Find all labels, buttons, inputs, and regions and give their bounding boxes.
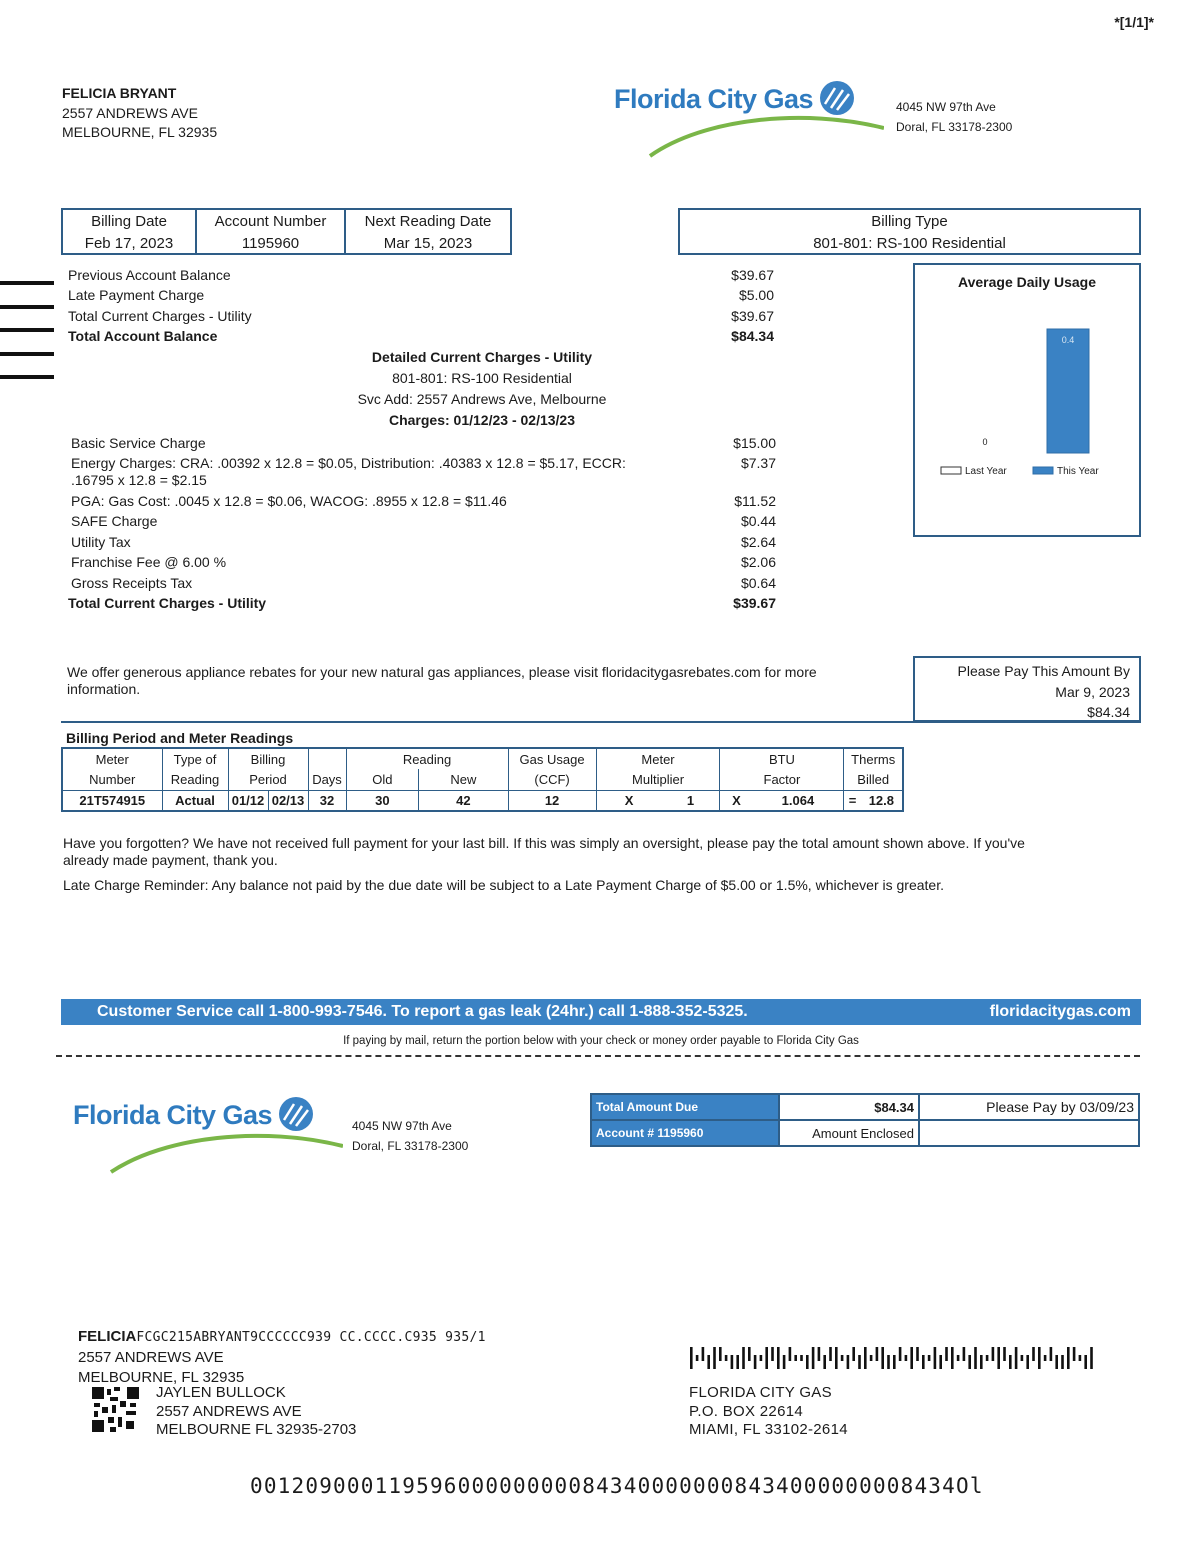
period-from: 01/12 [228,790,268,811]
postal-barcode-icon [690,1347,1102,1369]
usage-chart-title: Average Daily Usage [958,274,1096,290]
hdr-gas-usage: Gas Usage [508,748,596,769]
billing-date-cell [63,210,197,253]
ocr-scanline: 001209000119596000000000843400000008434000000008434Ol [250,1474,984,1498]
usage-bar-this-year [1047,329,1089,453]
legend-swatch-1 [1033,467,1053,474]
meter-header-row-1 [62,748,903,769]
legend-label-0: Last Year [965,466,1007,477]
remit-city: MIAMI, FL 33102-2614 [689,1421,848,1438]
account-number-label: Account Number [214,213,327,230]
charge-franchise-amount: $2.06 [740,554,776,570]
pay-by-label: Please Pay This Amount By [957,663,1130,679]
average-daily-usage-chart [913,263,1141,537]
company-address-top [896,97,1012,137]
summary-late-amount: $5.00 [738,287,774,303]
summary-current-amount: $39.67 [731,308,774,324]
summary-late-label: Late Payment Charge [68,287,205,303]
reading-old: 30 [346,790,419,811]
hdr-type-of: Type of [162,748,228,769]
charge-pga-label: PGA: Gas Cost: .0045 x 12.8 = $0.06, WACOG: .8955 x 12.8 = $11.46 [71,493,507,509]
hdr-old: Old [346,769,419,790]
stub-total-due-label: Total Amount Due [591,1094,779,1120]
hdr-reading-type: Reading [162,769,228,790]
billing-type-value: 801-801: RS-100 Residential [813,235,1006,252]
company-logo [614,78,884,158]
summary-total-label: Total Account Balance [68,328,218,344]
tear-line [56,1055,1140,1057]
hdr-billing: Billing [228,748,308,769]
remit-po-box: P.O. BOX 22614 [689,1402,803,1420]
customer-street: 2557 ANDREWS AVE [62,104,198,121]
legend-swatch-0 [941,467,961,474]
mail-note: If paying by mail, return the portion below with your check or money order payable to Florida City Gas [343,1035,859,1047]
detail-service-address: Svc Add: 2557 Andrews Ave, Melbourne [357,391,607,407]
customer-service-text: Customer Service call 1-800-993-7546. To report a gas leak (24hr.) call 1-888-352-5325. [97,1003,748,1020]
website-link[interactable]: floridacitygas.com [989,1003,1131,1020]
summary-previous-amount: $39.67 [731,267,774,283]
next-reading-label: Next Reading Date [364,213,492,230]
mailing-code-line: FCGC215ABRYANT9CCCCCC939 CC.CCCC.C935 935/1 [136,1330,486,1345]
billing-date-label: Billing Date [91,213,167,230]
equals-sign: = [844,790,861,811]
charge-energy-amount: $7.37 [740,455,776,471]
charge-utility-tax-label: Utility Tax [71,534,131,550]
forgotten-notice: Have you forgotten? We have not received full payment for your last bill. If this was simply an oversight, please pay the total amount shown above. If you've [63,835,1025,851]
late-charge-reminder: Late Charge Reminder: Any balance not paid by the due date will be subject to a Late Payment Charge of $5.00 or 1.5%, whichever is greater. [63,877,944,893]
customer-name: FELICIA BRYANT [62,85,177,101]
detail-title: Detailed Current Charges - Utility [371,349,593,365]
charge-energy-label: Energy Charges: CRA: .00392 x 12.8 = $0.05, Distribution: .40383 x 12.8 = $5.17, ECCR: [71,455,626,471]
hdr-multiplier: Multiplier [596,769,720,790]
alt-name: JAYLEN BULLOCK [156,1384,286,1401]
company-city: Doral, FL 33178-2300 [896,120,1013,134]
charge-safe-amount: $0.44 [740,513,776,529]
hdr-period: Period [228,769,308,790]
next-reading-cell [346,210,510,253]
meter-readings-table [61,747,904,812]
next-reading-value: Mar 15, 2023 [383,235,473,252]
summary-previous-label: Previous Account Balance [68,267,231,283]
mailing-name-part: FELICIA [78,1328,137,1345]
btu-factor: 1.064 [752,790,843,811]
hdr-days: Days [308,769,346,790]
meter-header-row-2 [62,769,903,790]
stub-account-number: Account # 1195960 [591,1120,779,1146]
usage-data-label-0: 0 [982,437,988,447]
multiplier-value: 1 [662,790,720,811]
stub-company-logo [73,1094,343,1174]
times-sign-2: X [720,790,752,811]
billing-type-label: Billing Type [871,213,948,230]
hdr-days-top [308,748,346,769]
charge-basic-label: Basic Service Charge [71,435,206,451]
detail-rate: 801-801: RS-100 Residential [392,370,572,386]
period-to: 02/13 [268,790,308,811]
charge-basic-amount: $15.00 [733,435,776,451]
account-number-cell [197,210,346,253]
page-marker: *[1/1]* [1114,14,1154,30]
billing-info-box [61,208,512,255]
charge-utility-tax-amount: $2.64 [740,534,776,550]
customer-city: MELBOURNE, FL 32935 [62,124,218,140]
stub-company-address [352,1116,468,1156]
meter-section-title: Billing Period and Meter Readings [66,730,294,746]
reading-new: 42 [419,790,508,811]
hdr-meter: Meter [62,748,162,769]
hdr-ccf: (CCF) [508,769,596,790]
hdr-billed: Billed [844,769,903,790]
total-current-amount: $39.67 [733,595,776,611]
alternate-address [156,1384,356,1440]
billing-type-box [678,208,1141,255]
charge-energy-label-cont: .16795 x 12.8 = $2.15 [71,472,207,488]
legend-label-1: This Year [1057,466,1099,477]
charge-pga-amount: $11.52 [734,493,776,509]
account-number-value: 1195960 [241,235,300,252]
stub-company-street: 4045 NW 97th Ave [352,1119,452,1133]
billing-date-value: Feb 17, 2023 [84,235,174,252]
therms-billed: 12.8 [861,790,903,811]
pay-by-amount: $84.34 [1087,704,1130,720]
charge-gross-receipts-label: Gross Receipts Tax [71,575,193,591]
stub-row-account [591,1120,1139,1146]
hdr-new: New [419,769,508,790]
remit-name: FLORIDA CITY GAS [689,1384,832,1401]
payment-stub-table [590,1093,1140,1147]
section-divider [61,721,1141,723]
stub-total-due-value: $84.34 [779,1094,919,1120]
stub-company-city: Doral, FL 33178-2300 [352,1139,469,1153]
meter-number: 21T574915 [62,790,162,811]
alt-city: MELBOURNE FL 32935-2703 [156,1421,357,1438]
charge-safe-label: SAFE Charge [71,513,158,529]
charge-franchise-label: Franchise Fee @ 6.00 % [71,554,227,570]
logo-swoosh-icon [614,78,884,158]
rebate-note: We offer generous appliance rebates for your new natural gas appliances, please visit floridacitygasrebates.com for more [67,664,817,680]
margin-marks [0,281,54,399]
stub-pay-by-date: Please Pay by 03/09/23 [919,1094,1139,1120]
remit-address [689,1384,848,1440]
forgotten-notice-cont: already made payment, thank you. [63,852,278,868]
amount-enclosed-field[interactable] [919,1120,1139,1146]
gas-usage-ccf: 12 [508,790,596,811]
pay-by-box [913,656,1141,722]
stub-logo-swoosh-icon [73,1094,343,1174]
mailing-street: 2557 ANDREWS AVE [78,1349,224,1366]
company-logo-text: Florida City Gas [614,84,814,114]
reading-type: Actual [162,790,228,811]
hdr-factor: Factor [720,769,844,790]
meter-data-row [62,790,903,811]
stub-row-total [591,1094,1139,1120]
detail-period: Charges: 01/12/23 - 02/13/23 [388,412,575,428]
company-street: 4045 NW 97th Ave [896,100,996,114]
times-sign-1: X [596,790,662,811]
hdr-reading: Reading [346,748,508,769]
customer-address [62,84,217,143]
total-current-label: Total Current Charges - Utility [68,595,267,611]
hdr-number: Number [62,769,162,790]
summary-total-amount: $84.34 [731,328,774,344]
hdr-meter-mult: Meter [596,748,720,769]
qr-code-icon [92,1387,139,1432]
billing-type-cell [680,210,1139,253]
mailing-city: MELBOURNE, FL 32935 [78,1369,245,1386]
usage-data-label-1: 0.4 [1061,335,1075,345]
hdr-therms: Therms [844,748,903,769]
summary-current-label: Total Current Charges - Utility [68,308,252,324]
usage-chart-svg [915,265,1139,535]
alt-street: 2557 ANDREWS AVE [156,1402,302,1420]
hdr-btu: BTU [720,748,844,769]
stub-logo-text: Florida City Gas [73,1100,273,1130]
charge-gross-receipts-amount: $0.64 [740,575,776,591]
mailing-address [78,1327,486,1388]
rebate-note-cont: information. [67,681,141,697]
customer-service-banner [61,999,1141,1025]
pay-by-date: Mar 9, 2023 [1055,683,1130,700]
stub-amount-enclosed-label: Amount Enclosed [779,1120,919,1146]
days-value: 32 [308,790,346,811]
